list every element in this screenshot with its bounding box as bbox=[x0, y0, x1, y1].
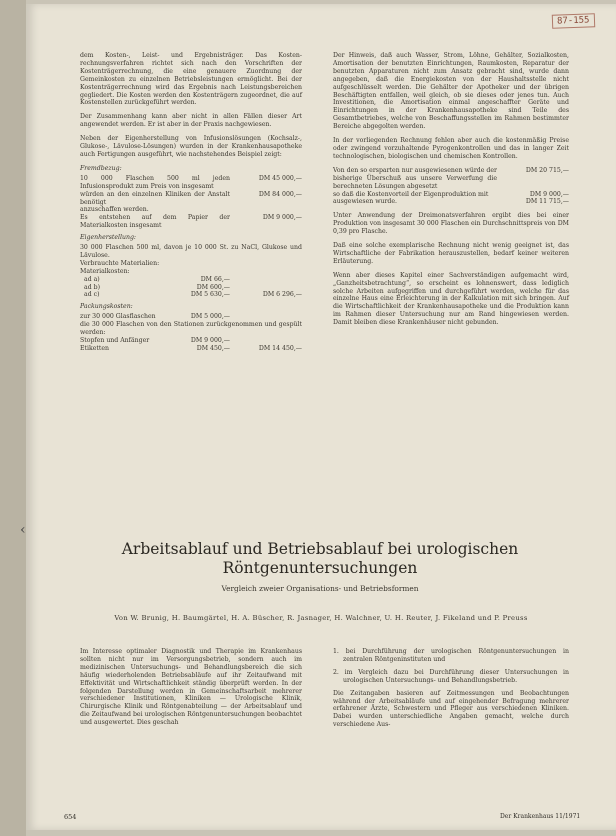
page-stamp: 87-155 bbox=[552, 13, 595, 28]
paragraph: Die Zeitangaben basieren auf Zeitmessungen und Beobachtungen während der Arbeitsabläufe und auf eingehender Befragung mehrerer erfahrener Ärzte, Schwestern und Pfleger aus verschiedenen Kliniken. Dabei wurden unterschiedliche Angaben gemacht, welche durch verschiedene Aus- bbox=[333, 689, 569, 729]
paragraph: dem Kosten-, Leist- und Ergebnisträger. Das Kosten-rechnungsverfahren richtet sich nach den Vorschriften der Kostenträgerrechnung, die eine genauere Zuordnung der Gemeinkosten zu einzelnen Betriebsleistungen ermöglicht. Bei der Kostenträgerrechnung wird das Ergebnis nach Leistungsbereichen gegliedert. Die Kosten werden den Kostenträgern zugeordnet, die auf Kostenstellen zurückgeführt werden. bbox=[80, 52, 302, 107]
calc-row: würden an den einzelnen Kliniken der Anstalt benötigt DM 84 000,— bbox=[80, 190, 302, 206]
calc-row: Verbrauchte Materialien: bbox=[80, 259, 160, 267]
calc-row: Von den so ersparten nur ausgewiesenen würde der bisherige Überschuß aus unsere Verwerfung die berechneten Lösungen abgesetzt DM 20 715,— bbox=[333, 166, 569, 190]
list-item: 1. bei Durchführung der urologischen Röntgenuntersuchungen in zentralen Röntgeninstituten und bbox=[333, 648, 569, 663]
paragraph: In der vorliegenden Rechnung fehlen aber auch die kostenmäßig Preise oder zwingend vorzuhaltende Pyrogenkontrollen und das in langer Zeit technologischen, biologischen und chemischen Kontrollen. bbox=[333, 137, 569, 160]
column-left-top bbox=[80, 52, 302, 353]
calc-row: 10 000 Flaschen 500 ml jeden Infusionsprodukt zum Preis von insgesamt DM 45 000,— bbox=[80, 174, 302, 190]
subheading: Packungskosten: bbox=[80, 303, 133, 311]
calc-row: ad c) DM 5 630,— DM 6 296,— bbox=[84, 291, 302, 299]
column-right-bottom bbox=[333, 648, 569, 734]
calc-row: ad a) DM 66,— bbox=[84, 275, 230, 283]
paragraph: Der Zusammenhang kann aber nicht in allen Fällen dieser Art angewendet werden. Er ist aber in der Praxis nachgewiesen. bbox=[80, 113, 302, 129]
subheading: Eigenherstellung: bbox=[80, 234, 137, 242]
calc-row: Es entstehen auf dem Papier der Materialkosten insgesamt DM 9 000,— bbox=[80, 214, 302, 230]
paragraph: Unter Anwendung der Dreimonatsverfahren ergibt dies bei einer Produktion von insgesamt 30 000 Flaschen ein Durchschnittspreis von DM 0,39 pro Flasche. bbox=[333, 212, 569, 236]
calc-row: Etiketten DM 450,— DM 14 450,— bbox=[80, 344, 302, 352]
subheading: Fremdbezug: bbox=[80, 164, 122, 172]
margin-mark: ‹ bbox=[20, 522, 26, 538]
calc-row: zur 30 000 Glasflaschen DM 5 000,— bbox=[80, 313, 230, 321]
column-left-bottom bbox=[80, 648, 302, 733]
calc-row: so daß die Kostenvorteil der Eigenproduktion mit DM 9 000,— bbox=[333, 190, 569, 198]
article-subtitle: Vergleich zweier Organisations- und Betriebsformen bbox=[221, 584, 419, 593]
calc-row: die 30 000 Flaschen von den Stationen zurückgenommen und gespült werden: bbox=[80, 321, 302, 337]
article-title: Arbeitsablauf und Betriebsablauf bei urologischen Röntgenuntersuchungen bbox=[121, 540, 519, 577]
calc-row: anzuschaffen werden. bbox=[80, 206, 149, 214]
page-number: 654 bbox=[64, 813, 77, 821]
binding-edge bbox=[0, 0, 26, 836]
article-authors: Von W. Brunig, H. Baumgärtel, H. A. Büscher, R. Jasnager, H. Walchner, U. H. Reuter, J. Fikeland und P. Preuss bbox=[114, 614, 528, 622]
calc-row: Stopfen und Anfänger DM 9 000,— bbox=[80, 337, 230, 344]
calc-row: ad b) DM 600,— bbox=[84, 283, 230, 291]
paragraph: Daß eine solche exemplarische Rechnung nicht wenig geeignet ist, das Wirtschaftliche der Fabrikation herauszustellen, bedarf keiner weiteren Erläuterung. bbox=[333, 242, 569, 265]
calc-row: Materialkosten: bbox=[80, 267, 130, 275]
calc-row: ausgewiesen wurde. DM 11 715,— bbox=[333, 198, 569, 206]
calc-row: 30 000 Flaschen 500 ml, davon je 10 000 St. zu NaCl, Glukose und Lävulose. bbox=[80, 244, 302, 259]
paragraph: Neben der Eigenherstellung von Infusionslösungen (Kochsalz-, Glukose-, Lävulose-Lösungen) wurden in der Krankenhausapotheke auch Fertigungen ausgeführt, wie nachstehendes Beispiel zeigt: bbox=[80, 135, 302, 158]
column-right-top bbox=[333, 52, 569, 333]
paragraph: Der Hinweis, daß auch Wasser, Strom, Löhne, Gehälter, Sozialkosten, Amortisation der benutzten Einrichtungen, Raumkosten, Reparatur der benutzten Apparaturen nicht zum Ansatz gebracht sind, wurde dann angegeben, daß die Energiekosten von der Haushaltsstelle nicht aufgeschlüsselt werden. Die Gehälter der Apotheker und der übrigen Beschäftigten entfallen, weil gleich, ob sie dieses oder jenes tun. Auch Investitionen, die Amortisation einmal angeschaffter Geräte und Einrichtungen in der Krankenhausapotheke sind Teile des Gesamtbetriebes, welche von Beschaffungsstellen im Rahmen bestimmter Bereiche abgegolten werden. bbox=[333, 52, 569, 131]
list-item: 2. im Vergleich dazu bei Durchführung dieser Untersuchungen in urologischen Untersuchungs- und Behandlungsbetrieb. bbox=[333, 668, 569, 684]
paragraph: Wenn aber dieses Kapitel einer Sachverständigen aufgemacht wird, „Ganzheitsbetrachtung“, so erscheint es lohnenswert, dass lediglich solche Arbeiten aufgegriffen und durchgeführt werden, welche für das einzelne Haus eine Erleichterung in der Kalkulation mit sich bringen. Auf die Wirtschaftlichkeit der Krankenhausapotheke und die Produktion kann im Rahmen dieser Untersuchung nur am Rand hingewiesen werden. Damit bleiben diese Krankenhäuser nicht gebunden. bbox=[333, 271, 569, 327]
journal-footer: Der Krankenhaus 11/1971 bbox=[500, 813, 581, 820]
paragraph: Im Interesse optimaler Diagnostik und Therapie im Krankenhaus sollten nicht nur im Versorgungsbetrieb, sondern auch im medizinischen Untersuchungs- und Behandlungsbereich die sich häufig wiederholenden Betriebsabläufe auf ihr Zeitaufwand mit Effektivität und Wirtschaftlichkeit ständig überprüft werden. In der folgenden Darstellung werden in Gemeinschaftsarbeit mehrerer verschiedener Institutionen, Kliniken — Urologische Klinik, Chirurgische Klinik und Röntgenabteilung — der Arbeitsablauf und die Zeitaufwand bei urologischen Röntgenuntersuchungen beobachtet und ausgewertet. Dies geschah bbox=[80, 648, 302, 727]
